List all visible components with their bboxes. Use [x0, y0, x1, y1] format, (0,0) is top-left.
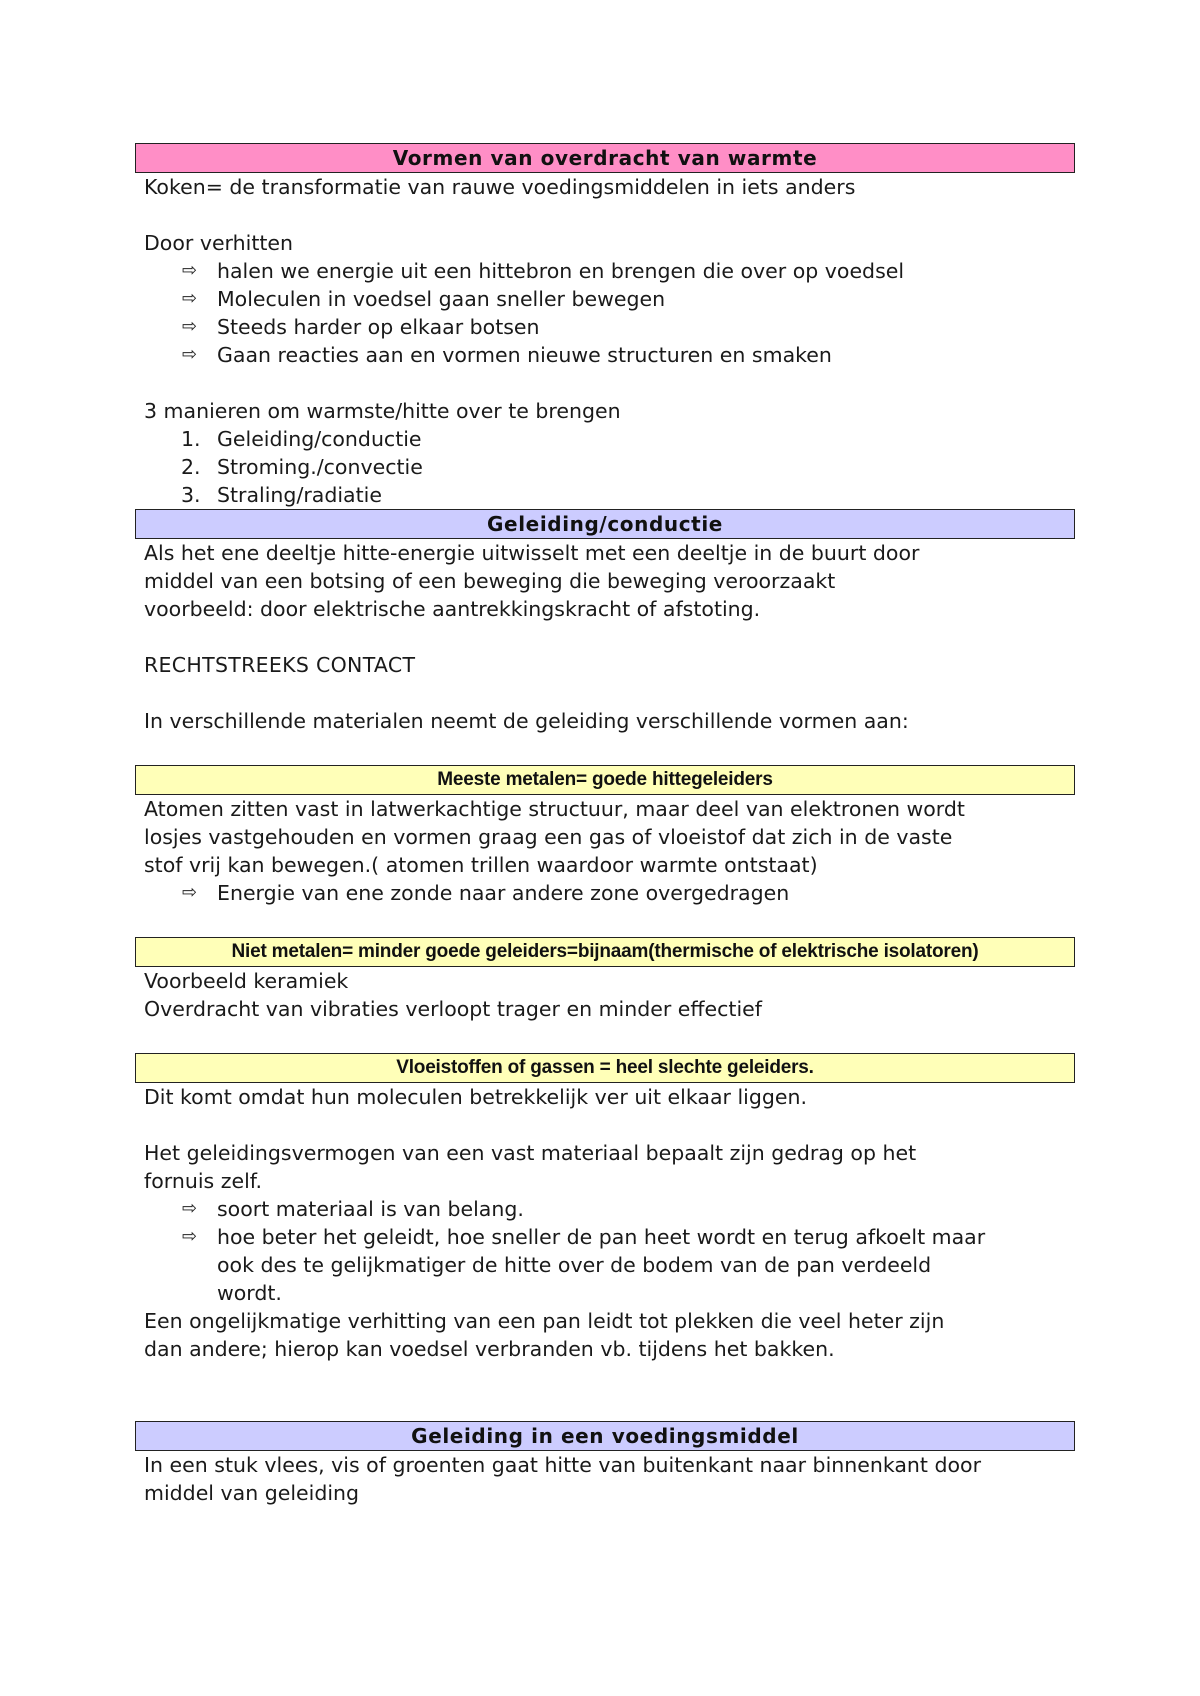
arrow-icon: ⇨	[182, 344, 198, 365]
arrow-icon: ⇨	[182, 882, 198, 903]
arrow-icon: ⇨	[182, 316, 198, 337]
arrow-icon: ⇨	[182, 260, 198, 281]
metals-line: stof vrij kan bewegen.( atomen trillen waardoor warmte ontstaat)	[144, 853, 818, 877]
liquids-line: Dit komt omdat hun moleculen betrekkelijk ver uit elkaar liggen.	[144, 1085, 807, 1109]
document-content	[135, 143, 1075, 1507]
list-item-continuation: wordt.	[217, 1281, 282, 1305]
metals-points-list	[135, 879, 1075, 907]
non-metals-line: Voorbeeld keramiek	[144, 969, 349, 993]
methods-intro: 3 manieren om warmste/hitte over te brengen	[144, 399, 621, 423]
cooking-definition: Koken= de transformatie van rauwe voedingsmiddelen in iets anders	[144, 175, 856, 199]
subheading-metals: Meeste metalen= goede hittegeleiders	[135, 765, 1075, 795]
uneven-heating-line: dan andere; hierop kan voedsel verbranden vb. tijdens het bakken.	[144, 1337, 835, 1361]
subheading-non-metals: Niet metalen= minder goede geleiders=bijnaam(thermische of elektrische isolatoren)	[135, 937, 1075, 967]
materials-intro: In verschillende materialen neemt de geleiding verschillende vormen aan:	[144, 709, 909, 733]
food-conduction-line: In een stuk vlees, vis of groenten gaat hitte van buitenkant naar binnenkant door	[144, 1453, 982, 1477]
arrow-icon: ⇨	[182, 1198, 198, 1219]
conductivity-points-list	[135, 1195, 1075, 1307]
conductivity-line: Het geleidingsvermogen van een vast materiaal bepaalt zijn gedrag op het	[144, 1141, 917, 1165]
conduction-line: Als het ene deeltje hitte-energie uitwisselt met een deeltje in de buurt door	[144, 541, 920, 565]
conduction-line: voorbeeld: door elektrische aantrekkingskracht of afstoting.	[144, 597, 761, 621]
conduction-line: middel van een botsing of een beweging die beweging veroorzaakt	[144, 569, 836, 593]
non-metals-line: Overdracht van vibraties verloopt trager en minder effectief	[144, 997, 762, 1021]
list-item: ⇨ Steeds harder op elkaar botsen	[182, 315, 540, 339]
subheading-liquids-gases: Vloeistoffen of gassen = heel slechte geleiders.	[135, 1053, 1075, 1083]
arrow-icon: ⇨	[182, 1226, 198, 1247]
list-item: ⇨ soort materiaal is van belang.	[182, 1197, 524, 1221]
section-title-conduction-in-food: Geleiding in een voedingsmiddel	[135, 1421, 1075, 1451]
food-conduction-line: middel van geleiding	[144, 1481, 360, 1505]
list-item: ⇨ hoe beter het geleidt, hoe sneller de pan heet wordt en terug afkoelt maar	[182, 1225, 986, 1249]
list-item: 2. Stroming./convectie	[181, 455, 423, 479]
uneven-heating-line: Een ongelijkmatige verhitting van een pan leidt tot plekken die veel heter zijn	[144, 1309, 945, 1333]
list-item: ⇨ halen we energie uit een hittebron en brengen die over op voedsel	[182, 259, 905, 283]
section-title-heat-transfer: Vormen van overdracht van warmte	[135, 143, 1075, 173]
list-item: 3. Straling/radiatie	[181, 483, 382, 507]
heating-intro: Door verhitten	[144, 231, 293, 255]
list-item: ⇨ Gaan reacties aan en vormen nieuwe structuren en smaken	[182, 343, 832, 367]
section-title-conduction: Geleiding/conductie	[135, 509, 1075, 539]
heating-points-list	[135, 257, 1075, 369]
metals-line: Atomen zitten vast in latwerkachtige structuur, maar deel van elektronen wordt	[144, 797, 965, 821]
conductivity-line: fornuis zelf.	[144, 1169, 263, 1193]
direct-contact-emphasis: RECHTSTREEKS CONTACT	[144, 653, 416, 677]
metals-line: losjes vastgehouden en vormen graag een gas of vloeistof dat zich in de vaste	[144, 825, 953, 849]
arrow-icon: ⇨	[182, 288, 198, 309]
list-item-continuation: ook des te gelijkmatiger de hitte over de bodem van de pan verdeeld	[217, 1253, 932, 1277]
list-item: ⇨ Energie van ene zonde naar andere zone overgedragen	[182, 881, 790, 905]
methods-list	[135, 425, 1075, 509]
list-item: ⇨ Moleculen in voedsel gaan sneller bewegen	[182, 287, 666, 311]
list-item: 1. Geleiding/conductie	[181, 427, 422, 451]
